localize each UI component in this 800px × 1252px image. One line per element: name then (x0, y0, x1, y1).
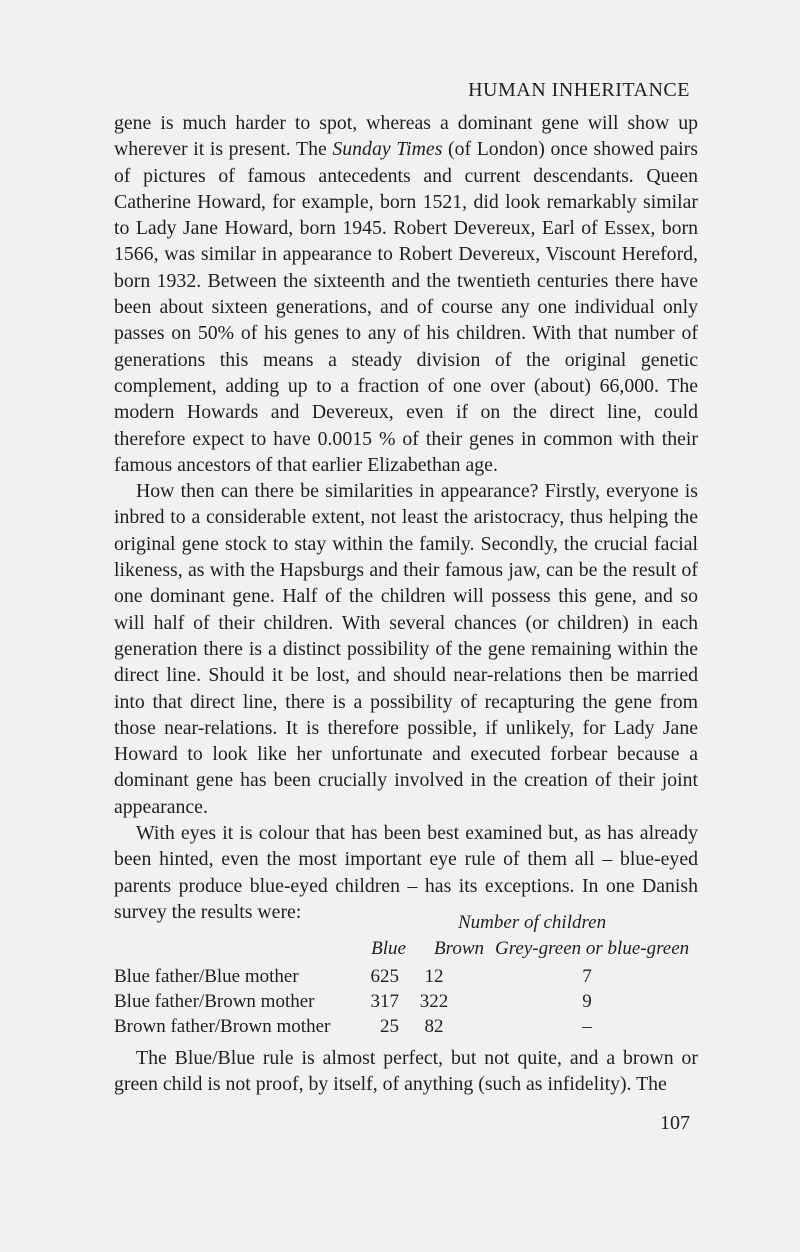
paragraph-text: The Blue/Blue rule is almost perfect, but not quite, and a brown or green child is not proof, by itself, of anything (such as infidelity). The (114, 1047, 698, 1096)
table-cell: – (582, 1016, 592, 1037)
italic-title: Sunday Times (332, 138, 443, 161)
table-cell: 322 (419, 991, 449, 1012)
table-row-label: Blue father/Brown mother (114, 991, 315, 1012)
table-row-label: Brown father/Brown mother (114, 1016, 331, 1037)
table-col-header-blue: Blue (371, 938, 406, 959)
paragraph-text: With eyes it is colour that has been best examined but, as has already been hinted, even the most important eye rule of them all – blue-eyed parents produce blue-eyed children – has its exceptions. In one Danish survey the results were: (114, 822, 698, 923)
paragraph-text: gene is much harder to spot, whereas a dominant gene will show up wherever it is present. The (114, 112, 698, 161)
table-cell: 12 (424, 966, 444, 987)
body-text-top (114, 110, 698, 925)
table-cell: 625 (370, 966, 399, 987)
paragraph-text: How then can there be similarities in appearance? Firstly, everyone is inbred to a considerable extent, not least the aristocracy, thus helping the original gene stock to stay within the family. Secondly, the crucial facial likeness, as with the Hapsburgs and their famous jaw, can be the result of one dominant gene. Half of the children will possess this gene, and so will half of their children. With several chances (or children) in each generation there is a distinct possibility of the gene remaining within the direct line. Should it be lost, and should near-relations then be married into that direct line, there is a possibility of recapturing the gene from those near-relations. It is therefore possible, if unlikely, for Lady Jane Howard to look like her unfortunate and executed forbear because a dominant gene has been crucially involved in the creation of their joint appearance. (114, 480, 698, 818)
table-group-heading: Number of children (458, 912, 607, 933)
running-head: HUMAN INHERITANCE (468, 79, 690, 101)
table-cell: 82 (424, 1016, 444, 1037)
table-cell: 25 (380, 1016, 399, 1037)
table-col-header-grey-green: Grey-green or blue-green (495, 938, 690, 959)
table-row-label: Blue father/Blue mother (114, 966, 299, 987)
paragraph (114, 1045, 698, 1098)
paragraph (114, 478, 698, 820)
table-col-header-brown: Brown (434, 938, 484, 959)
body-text-bottom (114, 1045, 698, 1098)
table-cell: 9 (582, 991, 592, 1012)
table-cell: 317 (370, 991, 399, 1012)
paragraph-text: (of London) once showed pairs of pictures of famous antecedents and current descendants. Queen Catherine Howard, for example, born 1521, did look remarkably similar to Lady Jane Howard, born 1945. Robert Devereux, Earl of Essex, born 1566, was similar in appearance to Robert Devereux, Viscount Hereford, born 1932. Between the sixteenth and the twentieth centuries there have been about sixteen generations, and of course any one individual only passes on 50% of his genes to any of his children. With that number of generations this means a steady division of the original genetic complement, adding up to a fraction of one over (about) 66,000. The modern Howards and Devereux, even if on the direct line, could therefore expect to have 0.0015 % of their genes in common with their famous ancestors of that earlier Elizabethan age. (114, 138, 698, 476)
table-cell: 7 (582, 966, 592, 987)
paragraph (114, 820, 698, 925)
eye-colour-table (114, 912, 698, 1037)
page-number: 107 (660, 1112, 690, 1134)
paragraph (114, 110, 698, 478)
